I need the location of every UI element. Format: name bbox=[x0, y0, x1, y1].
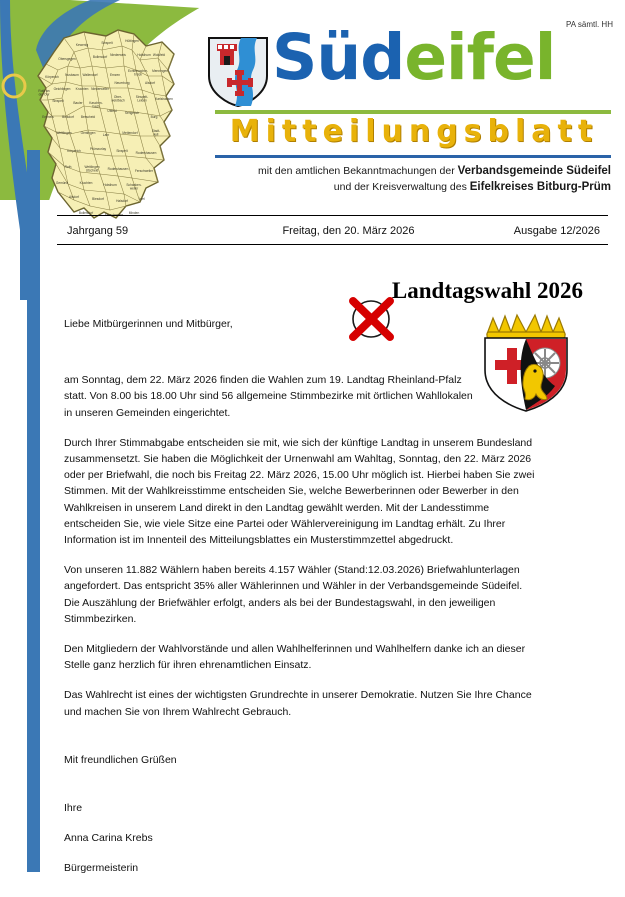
article-headline: Landtagswahl 2026 bbox=[391, 278, 583, 303]
article-paragraph-3: Von unseren 11.882 Wählern haben bereits 4.157 Wähler (Stand:12.03.2026) Briefwahlunterlagen angefordert. Das entspricht 35% aller Wählerinnen und Wähler in der Verbandsgemeinde Südeifel. Die Auszählung der Briefwähler erfolgt, anders als bei der Bundestagswahl, in den jeweiligen Stimmbezirken. bbox=[64, 564, 523, 625]
masthead-subtitle: Mitteilungsblatt bbox=[229, 114, 599, 149]
left-blue-bar bbox=[27, 150, 40, 872]
article-paragraph-1: am Sonntag, dem 22. März 2026 finden die Wahlen zum 19. Landtag Rheinland-Pfalz statt. Von 8.00 bis 18.00 Uhr sind 56 allgemeine Stimmbezirke mit örtlichen Wahllokalen in unseren Gemeinden eingerichtet. bbox=[64, 374, 473, 419]
svg-text:Roth: Roth bbox=[64, 165, 72, 169]
svg-text:Menningen: Menningen bbox=[152, 69, 168, 73]
svg-text:Prümzurlay: Prümzurlay bbox=[89, 147, 107, 151]
svg-text:Halsdorf: Halsdorf bbox=[116, 199, 128, 203]
svg-text:Nusbaum: Nusbaum bbox=[65, 73, 79, 77]
svg-text:Obersgegen: Obersgegen bbox=[58, 57, 76, 61]
issue-date: Freitag, den 20. März 2026 bbox=[282, 225, 415, 237]
masthead-title-sued: Süd bbox=[272, 21, 405, 94]
svg-text:Wallendorf: Wallendorf bbox=[82, 73, 98, 77]
svg-text:Kaschen-bach: Kaschen-bach bbox=[89, 101, 103, 109]
article-closing: Mit freundlichen Grüßen bbox=[64, 753, 177, 766]
svg-text:Burg: Burg bbox=[150, 115, 158, 119]
svg-text:Niederweiler: Niederweiler bbox=[91, 87, 109, 91]
svg-text:Mettendorf: Mettendorf bbox=[122, 131, 138, 135]
svg-text:Körperich: Körperich bbox=[67, 149, 81, 153]
crown-icon bbox=[487, 315, 565, 338]
strapline-2-prefix: und der Kreisverwaltung des bbox=[333, 181, 470, 193]
article-paragraph-4: Den Mitgliedern der Wahlvorstände und allen Wahlhelferinnen und Wahlhelfern danke ich an dieser Stelle ganz herzlich für ihren ehrenamtlichen Einsatz. bbox=[64, 643, 526, 672]
svg-text:Berscheid: Berscheid bbox=[80, 115, 96, 119]
masthead-title-eifel: eifel bbox=[404, 21, 556, 94]
svg-text:Echternacher-brück: Echternacher-brück bbox=[127, 69, 149, 77]
strapline-line-1 bbox=[215, 163, 611, 179]
svg-text:Ober-weidbach: Ober-weidbach bbox=[111, 95, 125, 103]
svg-text:Sengerich: Sengerich bbox=[124, 111, 140, 115]
signature-spacer-2 bbox=[64, 782, 539, 800]
svg-text:Kruchten: Kruchten bbox=[75, 87, 89, 91]
article-paragraph-5: Das Wahlrecht ist eines der wichtigsten Grundrechte in unserer Demokratie. Nutzen Sie Ihre Chance und machen Sie von Ihrem Wahlrecht Gebrauch. bbox=[64, 689, 532, 718]
svg-text:Alsdorf: Alsdorf bbox=[69, 195, 79, 199]
svg-text:Kruchten: Kruchten bbox=[79, 181, 93, 185]
svg-text:Irrel: Irrel bbox=[139, 197, 145, 201]
svg-text:Körperich: Körperich bbox=[45, 75, 59, 79]
strapline-1-prefix: mit den amtlichen Bekanntmachungen der bbox=[257, 165, 458, 177]
svg-text:Schanken-weiler: Schanken-weiler bbox=[126, 183, 142, 191]
masthead-blue-rule bbox=[215, 155, 611, 158]
svg-text:Wolsfeld: Wolsfeld bbox=[152, 53, 166, 57]
issue-bar-top-rule bbox=[57, 215, 608, 216]
svg-text:Minden: Minden bbox=[128, 211, 140, 215]
svg-text:Wettlingen: Wettlingen bbox=[56, 131, 72, 135]
svg-text:Kewenig: Kewenig bbox=[75, 43, 89, 47]
svg-text:Lahr: Lahr bbox=[102, 133, 110, 137]
issue-bar-bottom-rule bbox=[57, 244, 608, 245]
svg-text:Holsthum: Holsthum bbox=[103, 183, 117, 187]
svg-text:Biesdorf: Biesdorf bbox=[92, 197, 104, 201]
article-paragraph-2: Durch Ihrer Stimmabgabe entscheiden sie mit, wie sich der künftige Landtag in unserem Bundesland zusammensetzt. Sie haben die Möglichkeit der Urnenwahl am Wahltag, Sonntag, den 22. März 2026 oder per Briefwahl, die noch bis Freitag 22. März 2026, 15.00 Uhr möglich ist. Hierbei haben Sie zwei Stimmen. Mit der Wahlkreisstimme entscheiden Sie, welche Bewerberinnen oder Bewerber in den Wahlkreisen in unserem Land direkt in den Landtag gewählt werden. Mit der Landesstimme entscheiden Sie, wie viele Sitze eine Partei oder Wählervereinigung im Landtag erhält. Zu Ihrer Information ist im Innenteil des Mitteilungsblattes ein Musterstimmzettel abgedruckt. bbox=[64, 436, 535, 547]
svg-text:Üttfeld: Üttfeld bbox=[107, 109, 117, 113]
svg-text:Ernzen: Ernzen bbox=[109, 73, 121, 77]
svg-text:Alsdorf: Alsdorf bbox=[145, 81, 155, 85]
svg-text:Sinspelt-Leiden: Sinspelt-Leiden bbox=[135, 95, 149, 103]
masthead-strapline bbox=[215, 163, 611, 195]
strapline-line-2 bbox=[215, 179, 611, 195]
svg-text:Hüttingen: Hüttingen bbox=[125, 39, 139, 43]
svg-text:Bollendorf: Bollendorf bbox=[78, 211, 94, 215]
signoff-prefix: Ihre bbox=[64, 802, 83, 815]
svg-text:Ferschweiler: Ferschweiler bbox=[134, 169, 154, 173]
coat-of-arms-rheinland-pfalz bbox=[477, 308, 575, 413]
signature-spacer bbox=[64, 734, 539, 752]
svg-text:Gentingen: Gentingen bbox=[80, 131, 96, 135]
svg-text:Sinspelt: Sinspelt bbox=[116, 149, 128, 153]
svg-text:WettlingenUtscheid: Wettlingen Utscheid bbox=[84, 165, 100, 173]
svg-text:Gemünd: Gemünd bbox=[55, 181, 69, 185]
svg-text:Rodershausen: Rodershausen bbox=[135, 151, 157, 155]
svg-text:Bollendorf: Bollendorf bbox=[92, 55, 108, 59]
signoff-name: Anna Carina Krebs bbox=[64, 832, 153, 845]
issue-bar bbox=[57, 220, 608, 242]
svg-text:Karlshausen: Karlshausen bbox=[155, 97, 173, 101]
article-greeting: Liebe Mitbürgerinnen und Mitbürger, bbox=[64, 318, 233, 330]
svg-text:Roth ander Our: Roth an der Our bbox=[38, 89, 50, 97]
map-verbandsgemeinde-suedeifel bbox=[22, 26, 222, 231]
svg-text:Holsthum: Holsthum bbox=[137, 53, 151, 57]
article-body bbox=[64, 316, 539, 891]
strapline-1-bold: Verbandsgemeinde Südeifel bbox=[457, 165, 611, 177]
svg-text:Bauler: Bauler bbox=[73, 101, 83, 105]
issue-number: Ausgabe 12/2026 bbox=[513, 225, 600, 237]
signoff-title: Bürgermeisterin bbox=[64, 862, 139, 875]
svg-text:Emmels: Emmels bbox=[42, 115, 54, 119]
issue-volume: Jahrgang 59 bbox=[67, 225, 129, 237]
coat-of-arms-suedeifel bbox=[207, 36, 269, 108]
masthead-title bbox=[272, 21, 556, 94]
svg-text:Niederweis: Niederweis bbox=[110, 53, 126, 57]
svg-text:Biesdorf: Biesdorf bbox=[62, 115, 74, 119]
svg-text:Neuerburg: Neuerburg bbox=[114, 81, 130, 85]
svg-text:Geichlingen: Geichlingen bbox=[53, 87, 71, 91]
svg-text:Stadt-kyll: Stadt-kyll bbox=[151, 129, 161, 137]
svg-text:Sinspelt: Sinspelt bbox=[52, 99, 64, 103]
strapline-2-bold: Eifelkreises Bitburg-Prüm bbox=[469, 181, 611, 193]
postal-note: PA sämtl. HH bbox=[566, 20, 613, 29]
ballot-cross-icon bbox=[345, 293, 397, 345]
svg-text:Rodershausen: Rodershausen bbox=[107, 167, 129, 171]
svg-text:Sinspelt: Sinspelt bbox=[101, 41, 113, 45]
